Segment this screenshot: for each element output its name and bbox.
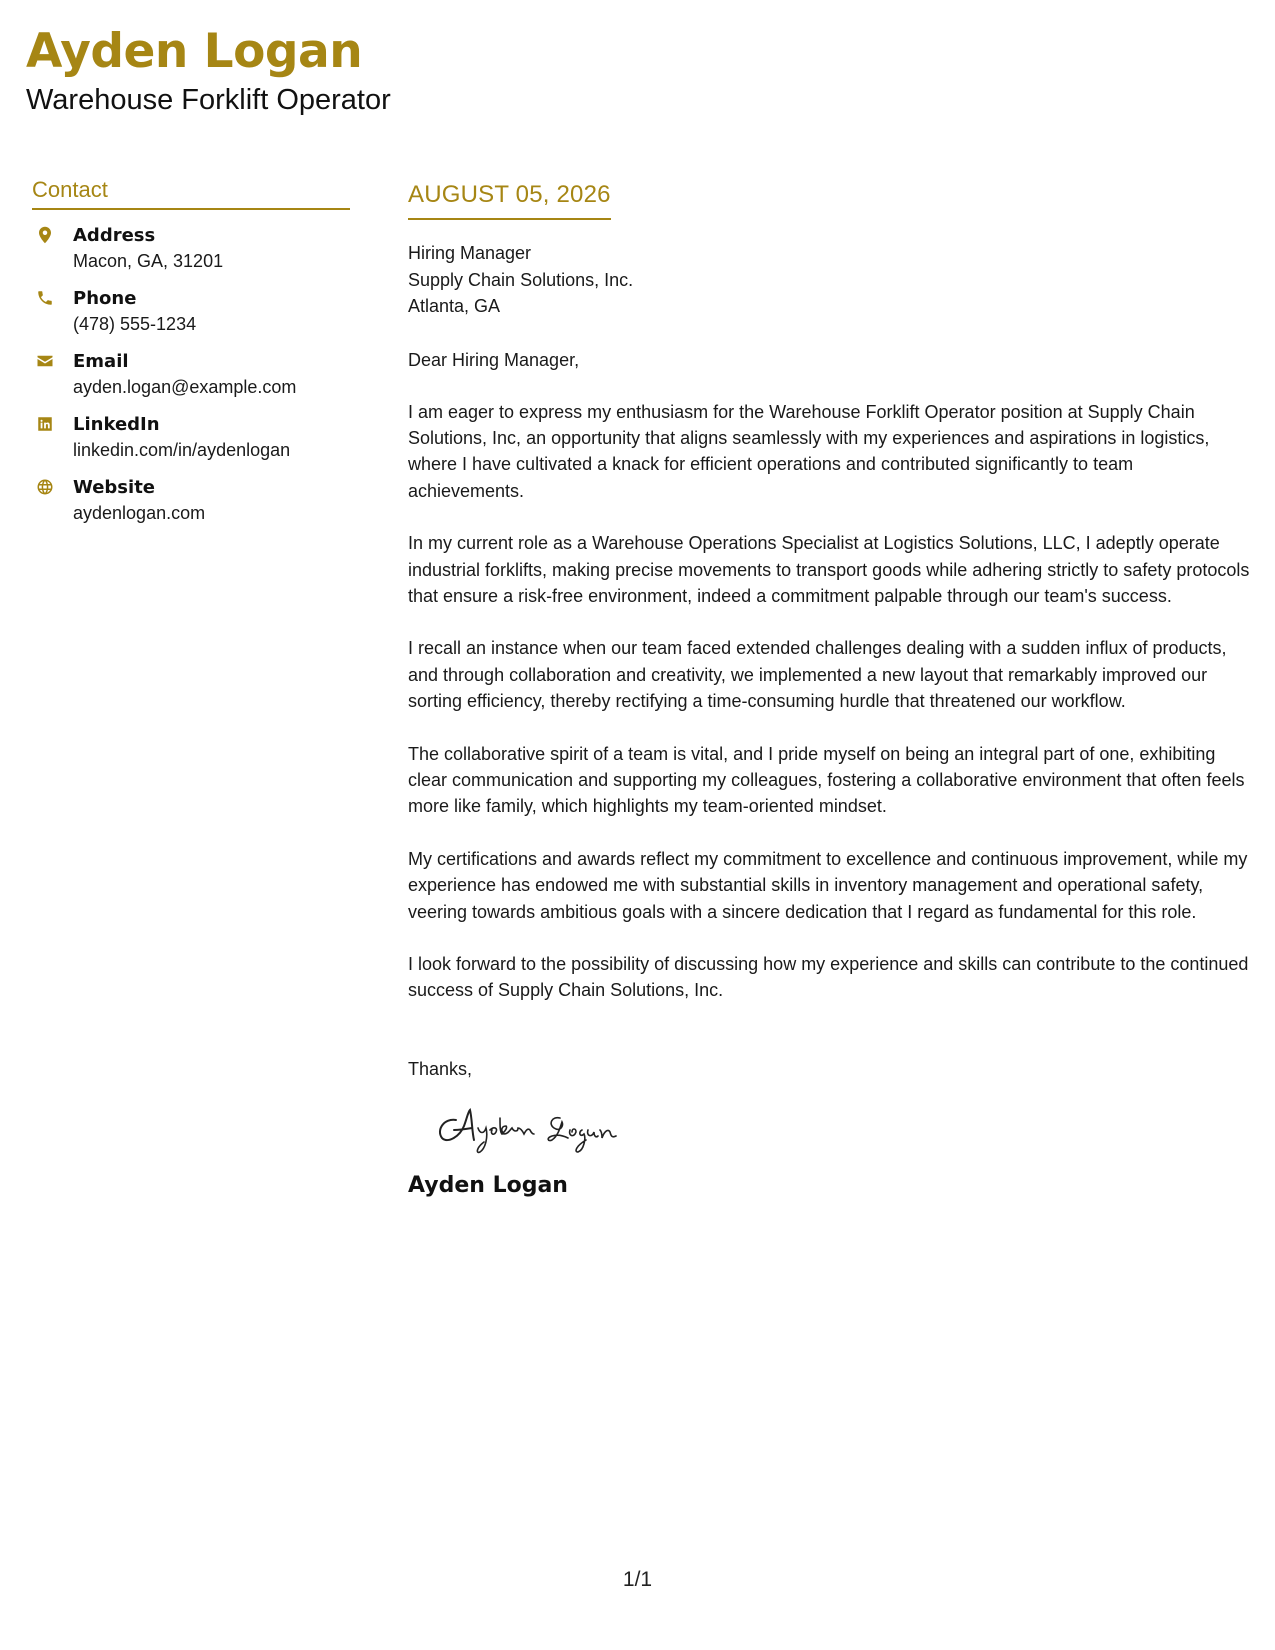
website-link[interactable]: aydenlogan.com: [73, 503, 206, 523]
handwritten-signature: [434, 1096, 644, 1156]
map-pin-icon: [35, 225, 55, 245]
letter-paragraph: My certifications and awards reflect my commitment to excellence and continuous improvement, while my experience has endowed me with substantial skills in inventory management and operational safety, veering towards ambitious goals with a sincere dedication that I regard as fundamental for this role.: [408, 848, 1248, 922]
contact-item-address: [32, 224, 350, 274]
recipient-line: Atlanta, GA: [408, 296, 501, 316]
contact-label: Email: [73, 351, 129, 372]
header: [26, 22, 391, 118]
linkedin-link[interactable]: linkedin.com/in/aydenlogan: [73, 440, 291, 460]
letter-paragraph: In my current role as a Warehouse Operations Specialist at Logistics Solutions, LLC, I adeptly operate industrial forklifts, making precise movements to transport goods while adhering strictly to safety protocols that ensure a risk-free environment, indeed a commitment palpable through our team's success.: [408, 533, 1250, 606]
applicant-name: Ayden Logan: [26, 24, 363, 79]
contact-list: [32, 224, 350, 526]
letter-paragraph: I recall an instance when our team faced extended challenges dealing with a sudden influx of products, and through collaboration and creativity, we implemented a new layout that remarkably improved our sorting efficiency, thereby rectifying a time-consuming hurdle that threatened our workflow.: [408, 638, 1227, 712]
letter-paragraph: I am eager to express my enthusiasm for the Warehouse Forklift Operator position at Supply Chain Solutions, Inc, an opportunity that aligns seamlessly with my experiences and aspirations in logistics, where I have cultivated a knack for efficient operations and contributed significantly to team achievements.: [408, 401, 1210, 501]
recipient-line: Hiring Manager: [408, 243, 532, 263]
contact-section-title: Contact: [32, 176, 350, 210]
contact-item-website: [32, 476, 350, 526]
page-number: 1/1: [622, 1568, 653, 1591]
globe-icon: [35, 477, 55, 497]
greeting: Dear Hiring Manager,: [408, 349, 580, 370]
phone-value[interactable]: (478) 555-1234: [73, 314, 197, 334]
letter-date: AUGUST 05, 2026: [408, 178, 611, 220]
recipient-line: Supply Chain Solutions, Inc.: [408, 269, 634, 290]
contact-sidebar: [32, 176, 350, 539]
recipient-block: [408, 240, 1253, 320]
letter-paragraph: I look forward to the possibility of discussing how my experience and skills can contribute to the continued success of Supply Chain Solutions, Inc.: [408, 954, 1249, 1001]
linkedin-icon: [35, 414, 55, 434]
contact-item-linkedin: [32, 413, 350, 463]
letter-paragraph: The collaborative spirit of a team is vital, and I pride myself on being an integral part of one, exhibiting clear communication and supporting my colleagues, fostering a collaborative environment that often feels more like family, which highlights my team-oriented mindset.: [408, 743, 1245, 817]
job-title: Warehouse Forklift Operator: [26, 84, 391, 116]
email-link[interactable]: ayden.logan@example.com: [73, 377, 297, 397]
contact-label: Address: [73, 225, 156, 246]
contact-label: Website: [73, 477, 156, 498]
phone-icon: [35, 288, 55, 308]
contact-label: LinkedIn: [73, 414, 160, 435]
letter-body: [408, 178, 1253, 1198]
contact-item-phone: [32, 287, 350, 337]
signature-name: Ayden Logan: [408, 1172, 568, 1198]
envelope-icon: [35, 351, 55, 371]
contact-label: Phone: [73, 288, 137, 309]
address-value: Macon, GA, 31201: [73, 251, 224, 271]
closing: Thanks,: [408, 1058, 473, 1079]
contact-item-email: [32, 350, 350, 400]
